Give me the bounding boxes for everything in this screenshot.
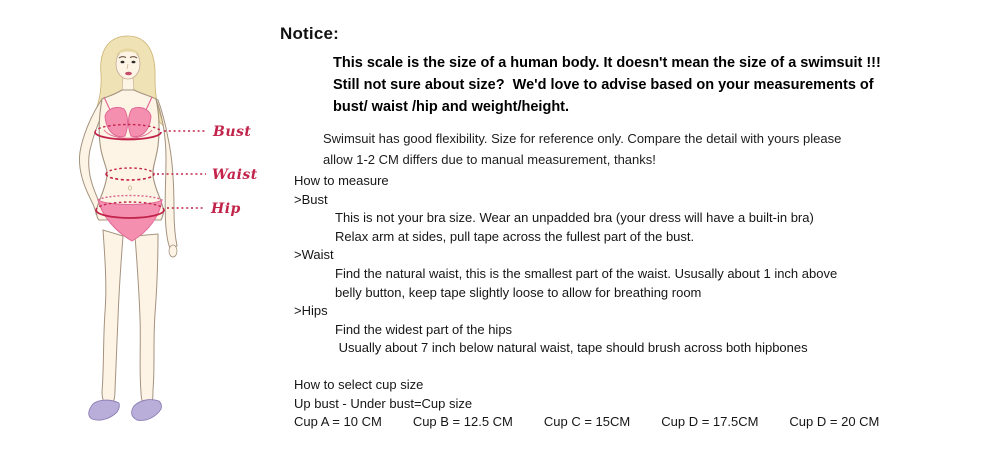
waist-label: Waist — [212, 167, 258, 183]
how-to-measure-title: How to measure — [294, 173, 389, 188]
cup-size-block — [294, 376, 879, 432]
cup-size-value: Cup B = 12.5 CM — [412, 414, 513, 430]
left-leg — [102, 230, 123, 403]
body-sketch — [40, 20, 275, 450]
cup-size-value: Cup D = 20 CM — [789, 414, 880, 430]
right-shoe — [132, 400, 162, 421]
hips-section-heading: >Hips — [294, 303, 328, 319]
size-warning-line-1: This scale is the size of a human body. It doesn't mean the size of a swimsuit !!! — [333, 55, 881, 71]
cup-size-value: Cup A = 10 CM — [294, 414, 382, 430]
right-leg — [135, 234, 158, 404]
bust-section-line-1: This is not your bra size. Wear an unpadded bra (your dress will have a built-in bra) — [335, 210, 814, 226]
waist-section-line-1: Find the natural waist, this is the smallest part of the waist. Ususally about 1 inch above — [335, 265, 838, 281]
right-hand — [169, 245, 177, 257]
size-warning-line-3: bust/ waist /hip and weight/height. — [333, 99, 570, 115]
waist-section-heading: >Waist — [294, 247, 334, 263]
hips-section-line-2: Usually about 7 inch below natural waist, tape should brush across both hipbones — [335, 340, 808, 356]
size-warning-paragraph — [333, 52, 881, 118]
lips — [125, 72, 132, 75]
tolerance-line-2: allow 1-2 CM differs due to manual measurement, thanks! — [323, 152, 656, 167]
tolerance-line-1: Swimsuit has good flexibility. Size for reference only. Compare the detail with yours please — [323, 131, 842, 146]
left-shoe — [89, 400, 120, 420]
size-warning-line-2: Still not sure about size? We'd love to advise based on your measurements of — [333, 77, 874, 93]
bust-label: Bust — [213, 124, 252, 140]
cup-size-value: Cup C = 15CM — [543, 414, 631, 430]
how-to-measure-block — [294, 172, 837, 358]
bust-section-line-2: Relax arm at sides, pull tape across the fullest part of the bust. — [335, 228, 695, 244]
waist-section-line-2: belly button, keep tape slightly loose to allow for breathing room — [335, 284, 702, 300]
cup-size-formula: Up bust - Under bust=Cup size — [294, 395, 473, 411]
hip-label: Hip — [211, 201, 241, 217]
hips-section-line-1: Find the widest part of the hips — [335, 321, 513, 337]
bust-section-heading: >Bust — [294, 191, 328, 207]
cup-size-title: How to select cup size — [294, 377, 424, 392]
notice-title: Notice: — [280, 24, 340, 43]
cup-size-values — [294, 413, 879, 432]
size-figure-illustration — [40, 20, 275, 450]
eye-left — [121, 61, 125, 64]
tolerance-paragraph — [323, 128, 841, 170]
eye-right — [132, 61, 136, 64]
torso — [97, 90, 164, 220]
cup-size-value: Cup D = 17.5CM — [661, 414, 759, 430]
